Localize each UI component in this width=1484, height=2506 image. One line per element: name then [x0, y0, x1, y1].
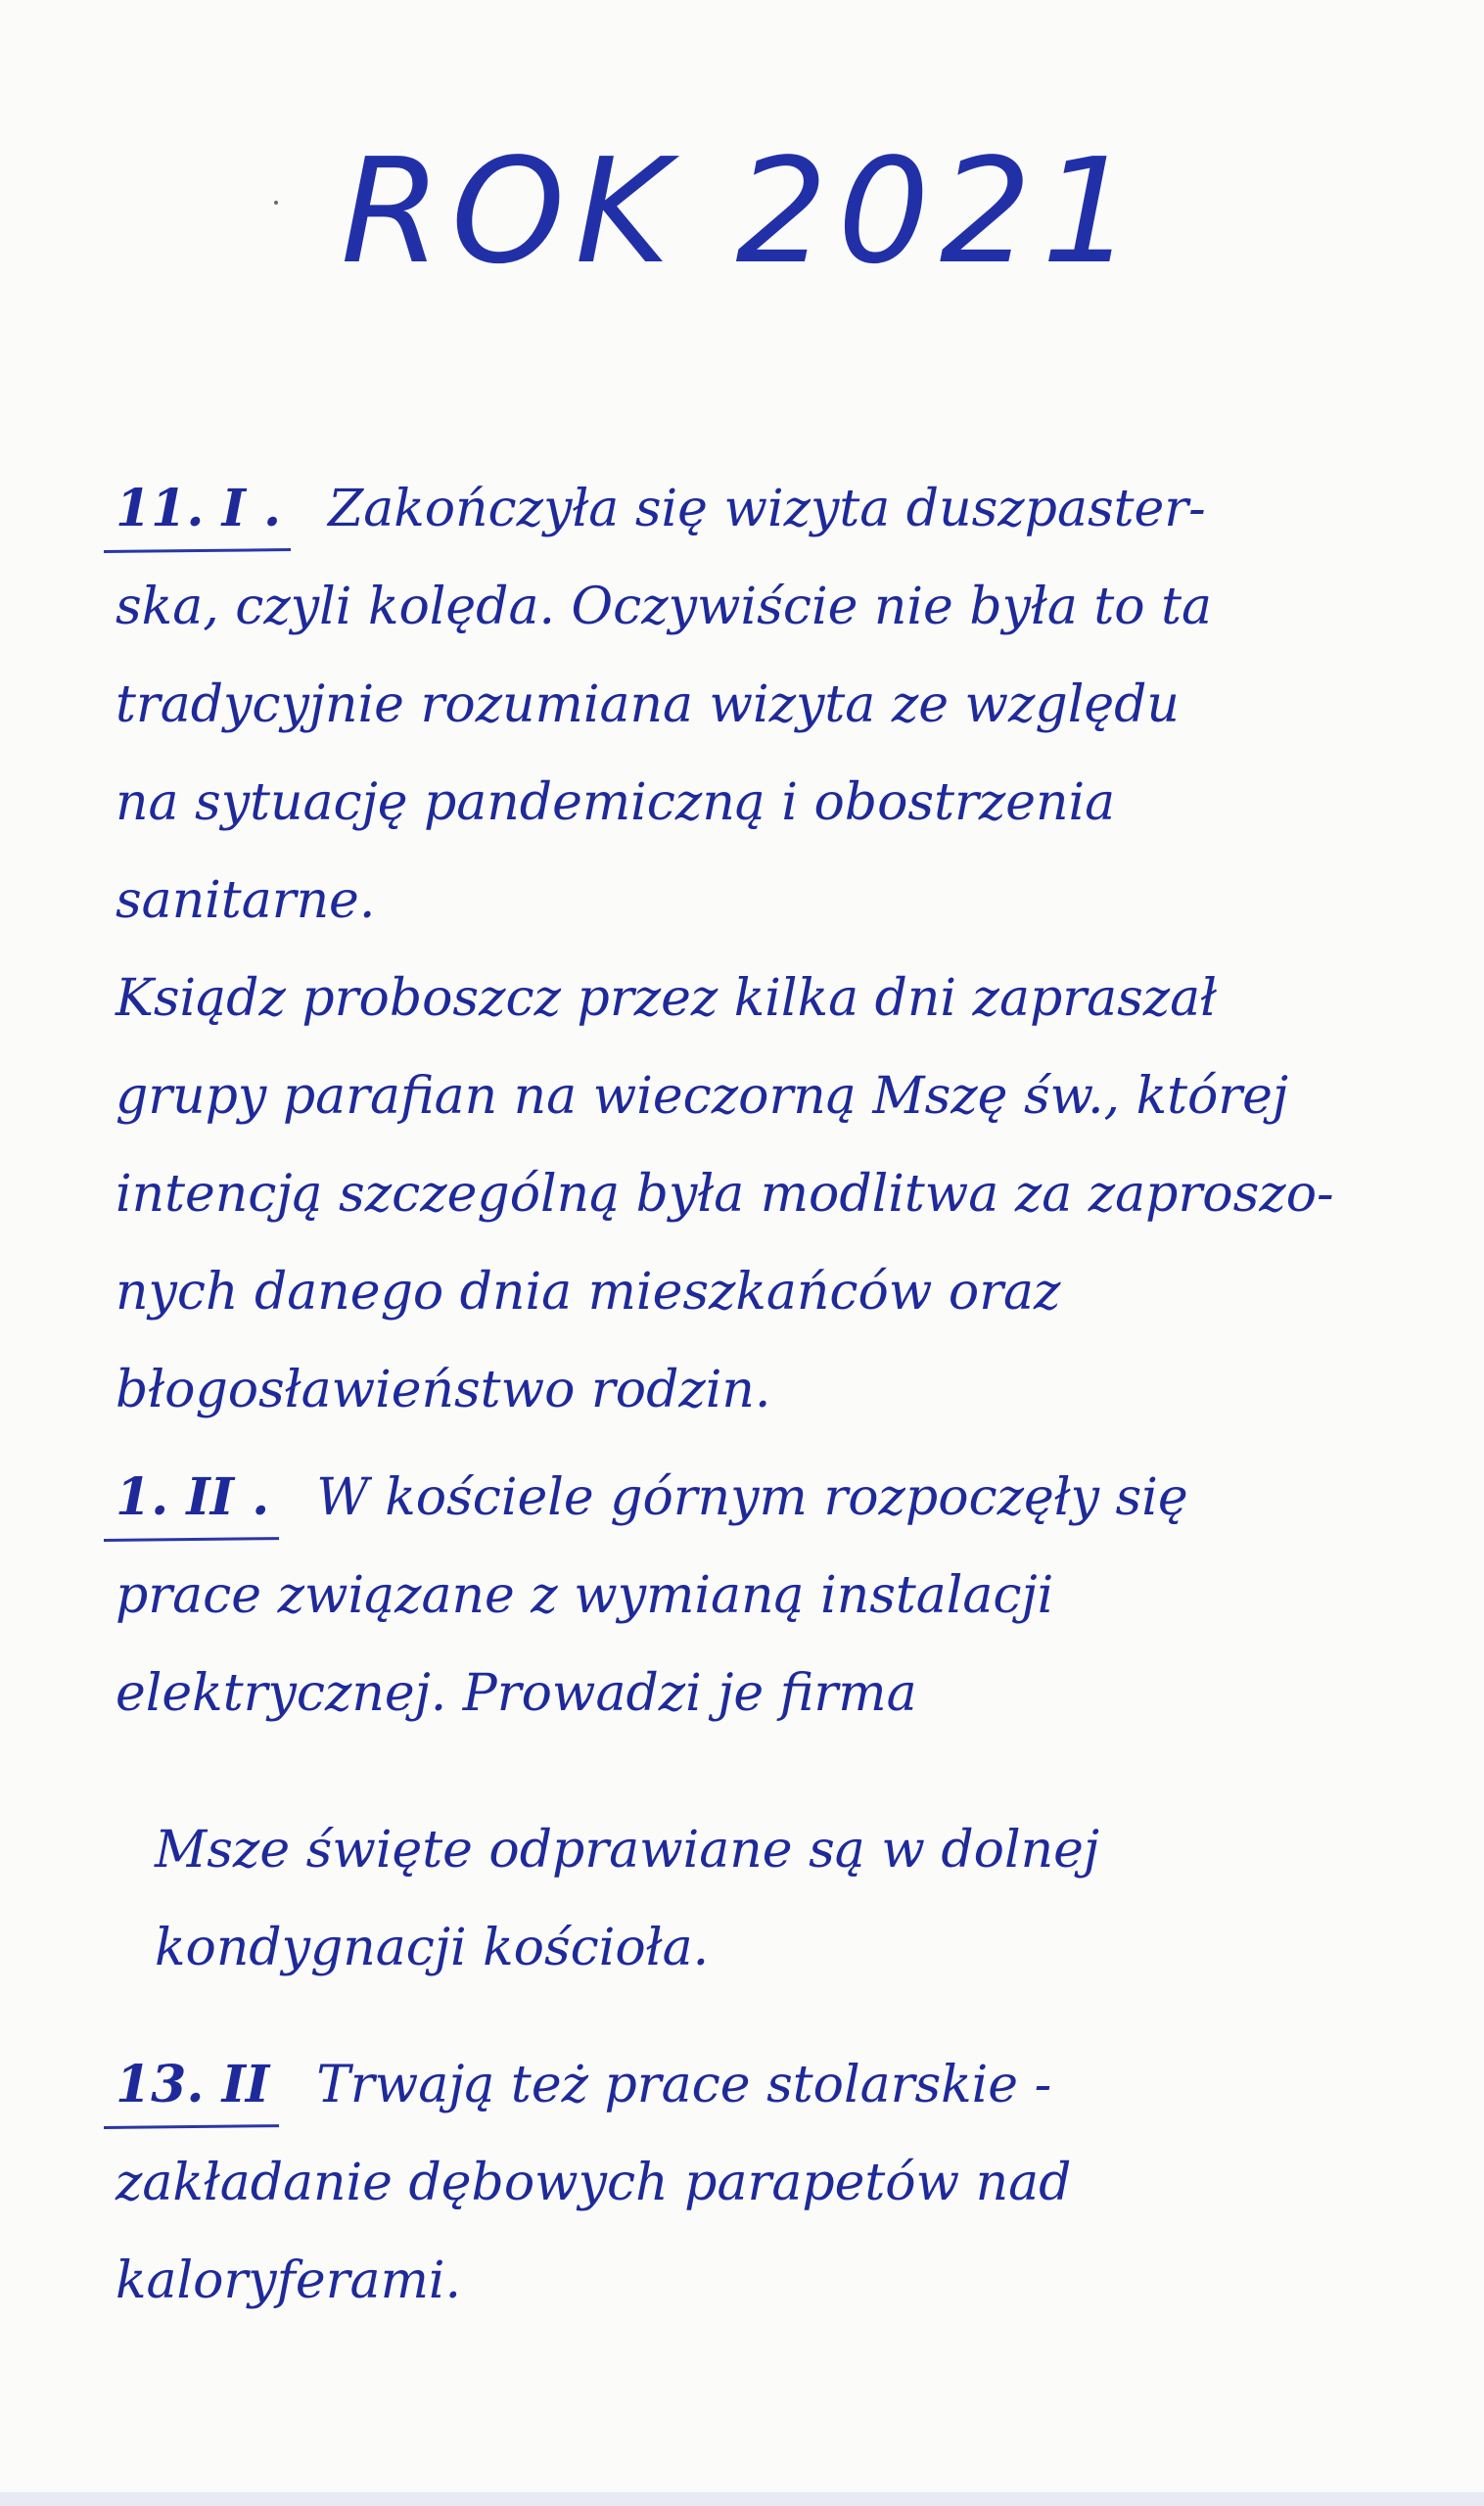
entry-text: nych danego dnia mieszkańców oraz — [116, 1263, 1061, 1322]
page-bottom-edge — [0, 2492, 1484, 2506]
entry-text: W kościele górnym rozpoczęły się — [316, 1468, 1188, 1527]
chronicle-entry — [116, 1449, 1378, 1997]
chronicle-entry — [116, 2036, 1378, 2330]
entry-text: zakładanie dębowych parapetów nad — [116, 2154, 1072, 2212]
entry-date: 1. II . — [116, 1449, 269, 1547]
entry-text: tradycyjnie rozumiana wizyta ze względu — [116, 675, 1180, 734]
entry-text: na sytuację pandemiczną i obostrzenia — [116, 773, 1116, 832]
entry-text: prace związane z wymianą instalacji — [116, 1566, 1054, 1625]
entry-text — [116, 1742, 1378, 1801]
entry-text: Ksiądz proboszcz przez kilka dni zapraszał — [116, 969, 1218, 1028]
entry-text: intencją szczególną była modlitwa za zaproszo- — [116, 1165, 1334, 1224]
entry-text: grupy parafian na wieczorną Mszę św., której — [116, 1067, 1289, 1126]
entry-date: 11. I . — [116, 460, 281, 558]
entry-text: błogosławieństwo rodzin. — [116, 1361, 771, 1419]
entry-text: sanitarne. — [116, 871, 376, 930]
entry-date: 13. II — [116, 2036, 269, 2134]
page-title: ROK 2021 — [340, 127, 1144, 296]
entry-text: kondygnacji kościoła. — [155, 1919, 710, 1977]
entry-line — [116, 1449, 1378, 1547]
entry-text: ska, czyli kolęda. Oczywiście nie była to ta — [116, 578, 1213, 636]
entry-text: Trwają też prace stolarskie - — [316, 2056, 1052, 2114]
entry-text: Zakończyła się wizyta duszpaster- — [328, 480, 1206, 538]
entry-text: kaloryferami. — [116, 2251, 462, 2310]
entry-line — [116, 460, 1378, 558]
chronicle-entry — [116, 460, 1378, 1439]
entry-text: Msze święte odprawiane są w dolnej — [155, 1821, 1099, 1880]
entry-line — [116, 2036, 1378, 2134]
entry-text: elektrycznej. Prowadzi je firma — [116, 1664, 917, 1723]
